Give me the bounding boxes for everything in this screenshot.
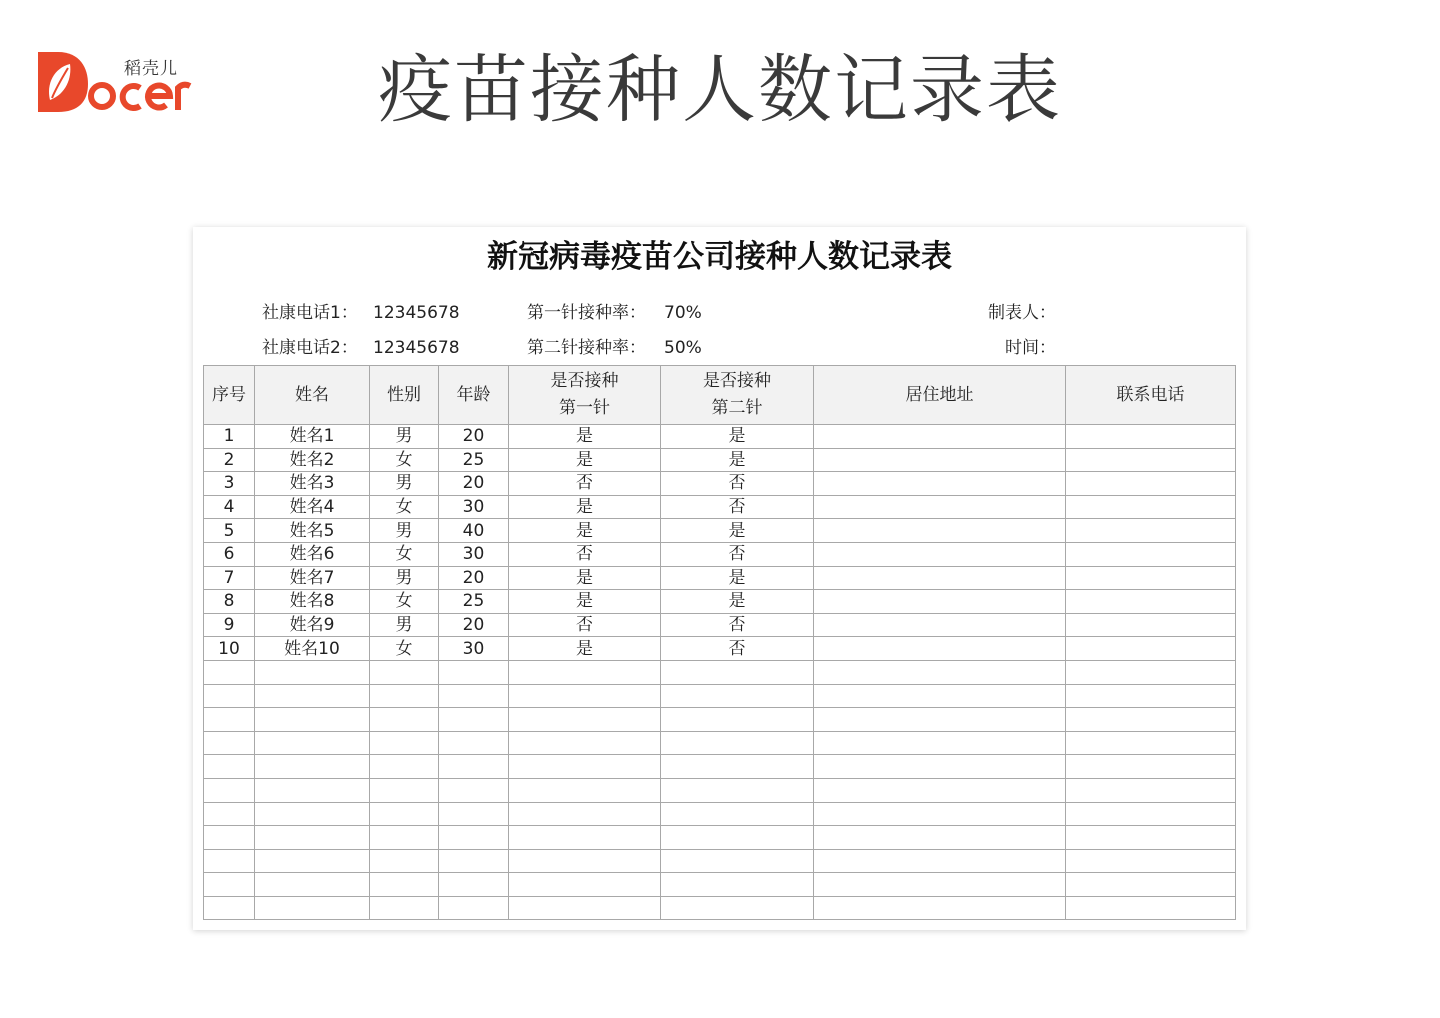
phone-cell[interactable] [1066, 637, 1236, 661]
table-row [204, 778, 1236, 802]
phone2-label: 社康电话2： [262, 338, 358, 358]
index-cell[interactable]: 4 [204, 495, 255, 519]
dose1-rate-value: 70% [664, 303, 702, 323]
dose1-cell[interactable] [509, 849, 661, 873]
gender-cell[interactable] [370, 778, 439, 802]
dose2-cell[interactable]: 否 [661, 495, 814, 519]
dose2-cell[interactable]: 是 [661, 590, 814, 614]
name-cell[interactable]: 姓名7 [255, 566, 370, 590]
address-cell[interactable] [814, 708, 1066, 732]
gender-cell[interactable]: 男 [370, 613, 439, 637]
name-cell[interactable] [255, 731, 370, 755]
table-row [204, 613, 1236, 637]
header-dose2 [661, 366, 814, 425]
index-cell[interactable]: 8 [204, 590, 255, 614]
gender-cell[interactable] [370, 826, 439, 850]
name-cell[interactable]: 姓名6 [255, 542, 370, 566]
address-cell[interactable] [814, 684, 1066, 708]
index-cell[interactable] [204, 778, 255, 802]
phone-cell[interactable] [1066, 826, 1236, 850]
age-cell[interactable] [439, 802, 509, 826]
phone-cell[interactable] [1066, 425, 1236, 449]
table-row [204, 873, 1236, 897]
age-cell[interactable]: 20 [439, 425, 509, 449]
address-cell[interactable] [814, 660, 1066, 684]
index-cell[interactable] [204, 896, 255, 920]
table-row [204, 802, 1236, 826]
index-cell[interactable] [204, 708, 255, 732]
header-dose1 [509, 366, 661, 425]
age-cell[interactable] [439, 684, 509, 708]
phone2-value: 12345678 [373, 338, 460, 358]
phone-cell[interactable] [1066, 448, 1236, 472]
dose2-rate-value: 50% [664, 338, 702, 358]
phone-cell[interactable] [1066, 755, 1236, 779]
gender-cell[interactable] [370, 896, 439, 920]
table-row [204, 495, 1236, 519]
table-row [204, 849, 1236, 873]
header-gender: 性别 [370, 366, 439, 425]
header-dose2-line2: 第二针 [711, 398, 763, 418]
gender-cell[interactable]: 女 [370, 542, 439, 566]
age-cell[interactable]: 20 [439, 613, 509, 637]
dose1-cell[interactable] [509, 684, 661, 708]
table-header-row [204, 366, 1236, 425]
phone-cell[interactable] [1066, 472, 1236, 496]
phone-cell[interactable] [1066, 542, 1236, 566]
dose1-cell[interactable]: 否 [509, 542, 661, 566]
index-cell[interactable]: 1 [204, 425, 255, 449]
age-cell[interactable] [439, 708, 509, 732]
index-cell[interactable]: 3 [204, 472, 255, 496]
header-name: 姓名 [255, 366, 370, 425]
dose1-cell[interactable] [509, 778, 661, 802]
name-cell[interactable]: 姓名9 [255, 613, 370, 637]
index-cell[interactable] [204, 802, 255, 826]
age-cell[interactable]: 30 [439, 637, 509, 661]
address-cell[interactable] [814, 425, 1066, 449]
age-cell[interactable] [439, 849, 509, 873]
index-cell[interactable] [204, 849, 255, 873]
gender-cell[interactable] [370, 660, 439, 684]
table-row [204, 519, 1236, 543]
index-cell[interactable] [204, 684, 255, 708]
table-row [204, 448, 1236, 472]
phone-cell[interactable] [1066, 566, 1236, 590]
dose1-cell[interactable] [509, 826, 661, 850]
name-cell[interactable] [255, 755, 370, 779]
gender-cell[interactable] [370, 873, 439, 897]
dose1-cell[interactable] [509, 708, 661, 732]
gender-cell[interactable]: 女 [370, 637, 439, 661]
age-cell[interactable] [439, 778, 509, 802]
header-dose1-line2: 第一针 [559, 398, 610, 418]
table-body [204, 425, 1236, 920]
index-cell[interactable]: 7 [204, 566, 255, 590]
address-cell[interactable] [814, 802, 1066, 826]
address-cell[interactable] [814, 472, 1066, 496]
dose2-cell[interactable]: 否 [661, 613, 814, 637]
header-dose2-line1: 是否接种 [703, 371, 771, 391]
phone-cell[interactable] [1066, 873, 1236, 897]
name-cell[interactable] [255, 896, 370, 920]
phone-cell[interactable] [1066, 684, 1236, 708]
index-cell[interactable] [204, 755, 255, 779]
phone-cell[interactable] [1066, 802, 1236, 826]
sheet-title: 新冠病毒疫苗公司接种人数记录表 [487, 239, 952, 275]
name-cell[interactable] [255, 873, 370, 897]
table-row [204, 708, 1236, 732]
phone-cell[interactable] [1066, 590, 1236, 614]
dose1-cell[interactable]: 是 [509, 637, 661, 661]
index-cell[interactable]: 10 [204, 637, 255, 661]
name-cell[interactable] [255, 826, 370, 850]
dose1-cell[interactable]: 是 [509, 590, 661, 614]
dose1-rate-label: 第一针接种率： [527, 303, 646, 323]
table-row [204, 684, 1236, 708]
table-row [204, 731, 1236, 755]
table-row [204, 637, 1236, 661]
name-cell[interactable]: 姓名2 [255, 448, 370, 472]
maker-label: 制表人： [988, 303, 1056, 323]
table-row [204, 755, 1236, 779]
age-cell[interactable]: 25 [439, 590, 509, 614]
dose2-cell[interactable] [661, 896, 814, 920]
address-cell[interactable] [814, 590, 1066, 614]
table-row [204, 590, 1236, 614]
dose1-cell[interactable]: 是 [509, 448, 661, 472]
index-cell[interactable]: 2 [204, 448, 255, 472]
time-label: 时间： [1005, 338, 1056, 358]
name-cell[interactable]: 姓名5 [255, 519, 370, 543]
header-phone: 联系电话 [1066, 366, 1236, 425]
age-cell[interactable]: 30 [439, 542, 509, 566]
dose1-cell[interactable] [509, 802, 661, 826]
dose1-cell[interactable] [509, 873, 661, 897]
name-cell[interactable]: 姓名1 [255, 425, 370, 449]
address-cell[interactable] [814, 448, 1066, 472]
index-cell[interactable] [204, 731, 255, 755]
gender-cell[interactable] [370, 802, 439, 826]
name-cell[interactable] [255, 660, 370, 684]
dose1-cell[interactable] [509, 755, 661, 779]
phone-cell[interactable] [1066, 896, 1236, 920]
index-cell[interactable]: 6 [204, 542, 255, 566]
dose2-cell[interactable] [661, 778, 814, 802]
dose2-cell[interactable]: 是 [661, 519, 814, 543]
address-cell[interactable] [814, 495, 1066, 519]
age-cell[interactable] [439, 826, 509, 850]
dose2-cell[interactable]: 是 [661, 448, 814, 472]
name-cell[interactable]: 姓名10 [255, 637, 370, 661]
spreadsheet-card [193, 227, 1246, 930]
table-row [204, 542, 1236, 566]
gender-cell[interactable] [370, 731, 439, 755]
dose1-cell[interactable]: 否 [509, 472, 661, 496]
address-cell[interactable] [814, 542, 1066, 566]
phone-cell[interactable] [1066, 731, 1236, 755]
age-cell[interactable] [439, 755, 509, 779]
header-age: 年龄 [439, 366, 509, 425]
address-cell[interactable] [814, 826, 1066, 850]
phone-cell[interactable] [1066, 660, 1236, 684]
table-row [204, 425, 1236, 449]
gender-cell[interactable]: 男 [370, 472, 439, 496]
dose2-cell[interactable]: 否 [661, 637, 814, 661]
name-cell[interactable] [255, 708, 370, 732]
dose2-cell[interactable]: 是 [661, 425, 814, 449]
age-cell[interactable]: 30 [439, 495, 509, 519]
dose1-cell[interactable] [509, 660, 661, 684]
name-cell[interactable] [255, 849, 370, 873]
phone-cell[interactable] [1066, 708, 1236, 732]
name-cell[interactable] [255, 778, 370, 802]
gender-cell[interactable]: 女 [370, 590, 439, 614]
address-cell[interactable] [814, 849, 1066, 873]
age-cell[interactable]: 20 [439, 472, 509, 496]
address-cell[interactable] [814, 613, 1066, 637]
address-cell[interactable] [814, 566, 1066, 590]
logo-small-text: 稻壳儿 [124, 59, 178, 79]
dose2-cell[interactable] [661, 873, 814, 897]
age-cell[interactable]: 25 [439, 448, 509, 472]
address-cell[interactable] [814, 731, 1066, 755]
phone-cell[interactable] [1066, 519, 1236, 543]
name-cell[interactable] [255, 802, 370, 826]
page-title: 疫苗接种人数记录表 [378, 47, 1062, 133]
dose2-cell[interactable] [661, 849, 814, 873]
index-cell[interactable] [204, 660, 255, 684]
table-row [204, 896, 1236, 920]
age-cell[interactable] [439, 731, 509, 755]
name-cell[interactable]: 姓名3 [255, 472, 370, 496]
address-cell[interactable] [814, 755, 1066, 779]
gender-cell[interactable]: 女 [370, 495, 439, 519]
gender-cell[interactable] [370, 755, 439, 779]
dose1-cell[interactable]: 是 [509, 519, 661, 543]
dose1-cell[interactable]: 否 [509, 613, 661, 637]
age-cell[interactable] [439, 873, 509, 897]
gender-cell[interactable]: 男 [370, 425, 439, 449]
age-cell[interactable]: 20 [439, 566, 509, 590]
gender-cell[interactable]: 女 [370, 448, 439, 472]
index-cell[interactable] [204, 873, 255, 897]
gender-cell[interactable]: 男 [370, 566, 439, 590]
index-cell[interactable]: 5 [204, 519, 255, 543]
dose2-cell[interactable] [661, 802, 814, 826]
gender-cell[interactable] [370, 684, 439, 708]
dose2-cell[interactable] [661, 684, 814, 708]
dose1-cell[interactable] [509, 731, 661, 755]
dose2-rate-label: 第二针接种率： [527, 338, 646, 358]
vaccination-table [203, 365, 1236, 920]
address-cell[interactable] [814, 778, 1066, 802]
dose2-cell[interactable] [661, 755, 814, 779]
dose1-cell[interactable]: 是 [509, 495, 661, 519]
dose2-cell[interactable] [661, 731, 814, 755]
name-cell[interactable]: 姓名4 [255, 495, 370, 519]
table-row [204, 826, 1236, 850]
phone-cell[interactable] [1066, 613, 1236, 637]
table-row [204, 566, 1236, 590]
header-dose1-line1: 是否接种 [550, 371, 619, 391]
name-cell[interactable]: 姓名8 [255, 590, 370, 614]
index-cell[interactable]: 9 [204, 613, 255, 637]
table-row [204, 660, 1236, 684]
gender-cell[interactable]: 男 [370, 519, 439, 543]
dose1-cell[interactable] [509, 896, 661, 920]
dose1-cell[interactable]: 是 [509, 566, 661, 590]
address-cell[interactable] [814, 519, 1066, 543]
address-cell[interactable] [814, 637, 1066, 661]
phone1-label: 社康电话1： [262, 303, 358, 323]
phone-cell[interactable] [1066, 849, 1236, 873]
phone-cell[interactable] [1066, 495, 1236, 519]
dose2-cell[interactable] [661, 708, 814, 732]
age-cell[interactable]: 40 [439, 519, 509, 543]
dose2-cell[interactable]: 否 [661, 472, 814, 496]
dose1-cell[interactable]: 是 [509, 425, 661, 449]
index-cell[interactable] [204, 826, 255, 850]
gender-cell[interactable] [370, 849, 439, 873]
name-cell[interactable] [255, 684, 370, 708]
age-cell[interactable] [439, 896, 509, 920]
header-index: 序号 [204, 366, 255, 425]
phone1-value: 12345678 [373, 303, 460, 323]
gender-cell[interactable] [370, 708, 439, 732]
address-cell[interactable] [814, 873, 1066, 897]
dose2-cell[interactable] [661, 826, 814, 850]
phone-cell[interactable] [1066, 778, 1236, 802]
table-row [204, 472, 1236, 496]
dose2-cell[interactable]: 是 [661, 566, 814, 590]
address-cell[interactable] [814, 896, 1066, 920]
header-address: 居住地址 [814, 366, 1066, 425]
dose2-cell[interactable]: 否 [661, 542, 814, 566]
age-cell[interactable] [439, 660, 509, 684]
dose2-cell[interactable] [661, 660, 814, 684]
